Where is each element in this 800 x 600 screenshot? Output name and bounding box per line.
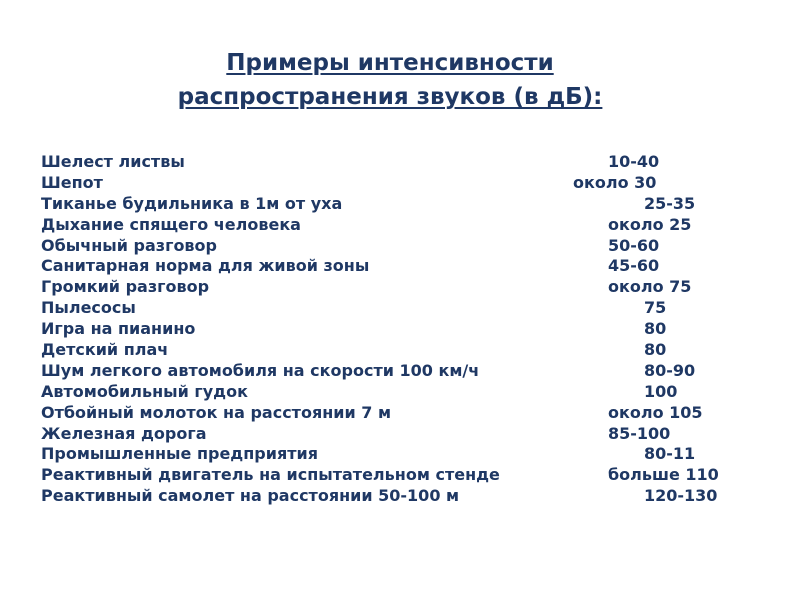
list-item xyxy=(41,382,761,403)
decibel-value: 85-100 xyxy=(608,423,671,443)
decibel-value: около 75 xyxy=(608,277,692,297)
decibel-value: больше 110 xyxy=(608,465,719,485)
decibel-value: 75 xyxy=(644,298,667,318)
decibel-value: около 25 xyxy=(608,214,692,234)
sound-source-label: Обычный разговор xyxy=(41,235,217,255)
decibel-value: 10-40 xyxy=(608,152,660,171)
sound-source-label: Шепот xyxy=(41,172,103,192)
sound-source-label: Игра на пианино xyxy=(41,319,196,339)
sound-source-label: Дыхание спящего человека xyxy=(41,214,301,234)
list-item xyxy=(41,465,761,486)
sound-source-label: Шум легкого автомобиля на скорости 100 км/ч xyxy=(41,360,480,380)
list-item xyxy=(41,236,761,257)
decibel-value: 80 xyxy=(644,340,667,360)
sound-source-label: Реактивный самолет на расстоянии 50-100 м xyxy=(41,486,460,506)
slide-title xyxy=(0,46,780,114)
slide-title-line-2: распространения звуков (в дБ): xyxy=(177,84,603,110)
sound-source-label: Пылесосы xyxy=(41,298,136,318)
sound-source-label: Промышленные предприятия xyxy=(41,444,318,464)
sound-source-label: Шелест листвы xyxy=(41,152,185,171)
list-item xyxy=(41,277,761,298)
list-item xyxy=(41,424,761,445)
sound-source-label: Отбойный молоток на расстоянии 7 м xyxy=(41,402,392,422)
slide-title-line-1: Примеры интенсивности xyxy=(226,50,554,76)
list-item xyxy=(41,256,761,277)
list-item xyxy=(41,340,761,361)
sound-source-label: Санитарная норма для живой зоны xyxy=(41,256,370,276)
decibel-value: 80-11 xyxy=(644,444,696,464)
decibel-value: 100 xyxy=(644,381,678,401)
decibel-value: 80-90 xyxy=(644,360,696,380)
sound-source-label: Детский плач xyxy=(41,340,169,360)
list-item xyxy=(41,194,761,215)
list-item xyxy=(41,215,761,236)
list-item xyxy=(41,152,761,173)
decibel-value: 45-60 xyxy=(608,256,660,276)
decibel-value: около 105 xyxy=(608,402,703,422)
list-item xyxy=(41,486,761,507)
list-item xyxy=(41,403,761,424)
decibel-value: 120-130 xyxy=(644,486,718,506)
sound-source-label: Железная дорога xyxy=(41,423,207,443)
list-item xyxy=(41,319,761,340)
list-item xyxy=(41,361,761,382)
list-item xyxy=(41,298,761,319)
sound-source-label: Автомобильный гудок xyxy=(41,381,248,401)
list-item xyxy=(41,444,761,465)
decibel-value: 50-60 xyxy=(608,235,660,255)
sound-source-label: Громкий разговор xyxy=(41,277,210,297)
sound-source-label: Реактивный двигатель на испытательном стенде xyxy=(41,465,500,485)
list-item xyxy=(41,173,761,194)
decibel-value: около 30 xyxy=(573,172,657,192)
sound-intensity-list xyxy=(41,152,761,507)
sound-source-label: Тиканье будильника в 1м от уха xyxy=(41,193,343,213)
decibel-value: 25-35 xyxy=(644,193,696,213)
decibel-value: 80 xyxy=(644,319,667,339)
